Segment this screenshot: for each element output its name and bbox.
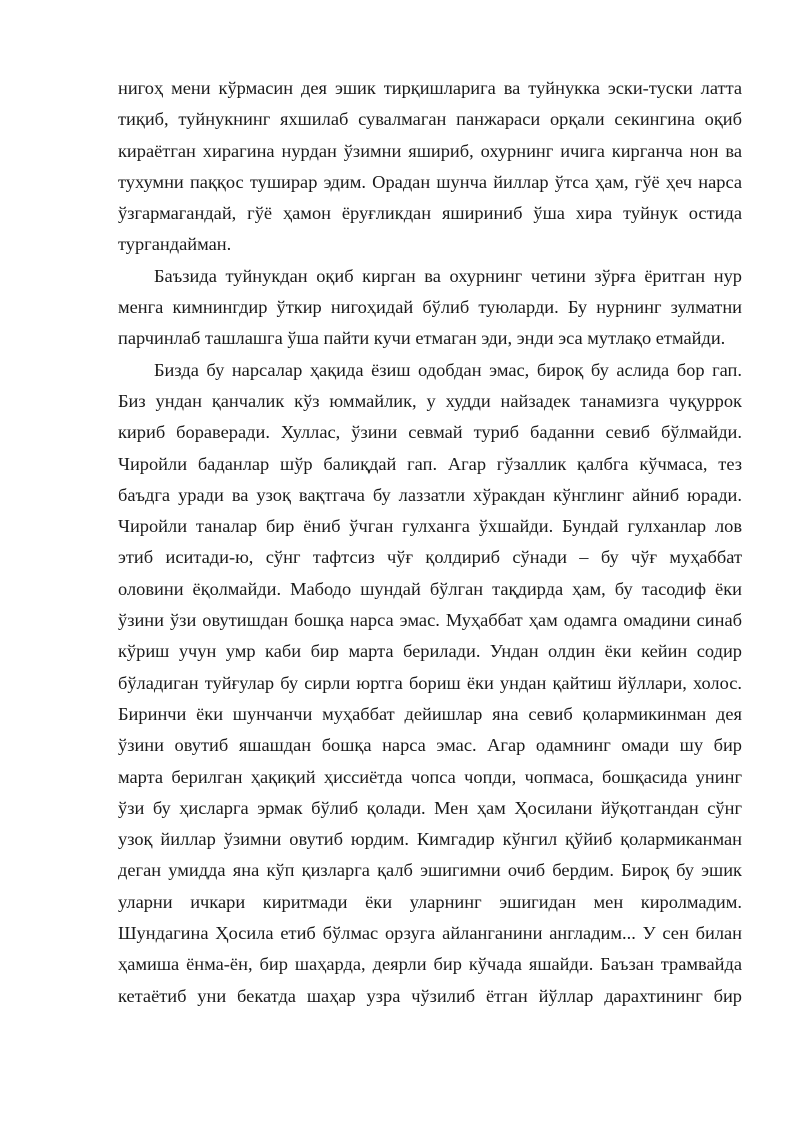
text-line: тургандайман.: [118, 234, 232, 255]
text-line: Баъзида туйнукдан оқиб кирган ва охурнинг четини зўрға ёритган нур: [154, 265, 742, 286]
text-line: ҳамиша ёнма-ён, бир шаҳарда, деярли бир кўчада яшайди. Баъзан трамвайда: [118, 954, 742, 975]
text-line: нигоҳ мени кўрмасин дея эшик тирқишларига ва туйнукка эски-туски латта: [118, 78, 742, 98]
text-line: ўзгармагандай, гўё ҳамон ёруғликдан яшириниб ўша хира туйнук остида: [118, 203, 742, 224]
text-line: уларни ичкари киритмади ёки уларнинг эшигидан мен киролмадим.: [118, 891, 742, 912]
text-line: оловини ёқолмайди. Мабодо шундай бўлган тақдирда ҳам, бу тасодиф ёки: [118, 578, 742, 599]
text-line: кетаётиб уни бекатда шаҳар узра чўзилиб ётган йўллар дарахтининг бир: [118, 985, 742, 1006]
text-line: деган умидда яна кўп қизларга қалб эшигимни очиб бердим. Бироқ бу эшик: [118, 860, 742, 881]
text-line: баъдга уради ва узоқ вақтгача бу лаззатли хўракдан кўнглинг айниб юради.: [118, 484, 742, 505]
text-line: кираётган хирагина нурдан ўзимни яшириб, охурнинг ичига кирганча нон ва: [118, 140, 742, 161]
text-line: узоқ йиллар ўзимни овутиб юрдим. Кимгадир кўнгил қўйиб қолармиканман: [118, 829, 742, 850]
text-line: парчинлаб ташлашга ўша пайти кучи етмаган эди, энди эса мутлақо етмайди.: [118, 328, 726, 349]
text-line: тиқиб, туйнукнинг яхшилаб сувалмаган панжараси орқали секингина оқиб: [118, 109, 742, 130]
text-line: ўзини овутиб яшашдан бошқа нарса эмас. Агар одамнинг омади шу бир: [118, 735, 742, 756]
text-line: Биз ундан қанчалик кўз юммайлик, у худди найзадек танамизга чуқуррок: [118, 390, 742, 411]
text-line: бўладиган туйғулар бу сирли юртга бориш ёки ундан қайтиш йўллари, холос.: [118, 672, 742, 693]
text-line: Биринчи ёки шунчанчи муҳаббат дейишлар яна севиб қолармикинман дея: [118, 703, 742, 724]
text-line: ўзини ўзи овутишдан бошқа нарса эмас. Муҳаббат ҳам одамга омадини синаб: [118, 610, 742, 631]
text-line: кўриш учун умр каби бир марта берилади. Ундан олдин ёки кейин содир: [118, 641, 742, 662]
text-line: тухумни паққос туширар эдим. Орадан шунча йиллар ўтса ҳам, гўё ҳеч нарса: [118, 171, 742, 192]
text-line: менга кимнингдир ўткир нигоҳидай бўлиб туюларди. Бу нурнинг зулматни: [118, 297, 742, 318]
text-line: кириб бораверади. Хуллас, ўзини севмай туриб баданни севиб бўлмайди.: [118, 422, 742, 443]
text-line: Чиройли таналар бир ёниб ўчган гулханга ўхшайди. Бундай гулханлар лов: [118, 516, 742, 537]
body-text: [118, 73, 742, 1012]
text-line: этиб иситади-ю, сўнг тафтсиз чўғ қолдириб сўнади – бу чўғ муҳаббат: [118, 547, 742, 568]
text-line: ўзи бу ҳисларга эрмак бўлиб қолади. Мен ҳам Ҳосилани йўқотгандан сўнг: [118, 797, 742, 818]
text-line: марта берилган ҳақиқий ҳиссиётда чопса чопди, чопмаса, бошқасида унинг: [118, 766, 742, 787]
text-line: Бизда бу нарсалар ҳақида ёзиш одобдан эмас, бироқ бу аслида бор гап.: [154, 359, 742, 380]
text-line: Чиройли баданлар шўр балиқдай гап. Агар гўзаллик қалбга кўчмаса, тез: [118, 453, 742, 474]
text-line: Шундагина Ҳосила етиб бўлмас орзуга айланганини англадим... У сен билан: [118, 923, 742, 944]
